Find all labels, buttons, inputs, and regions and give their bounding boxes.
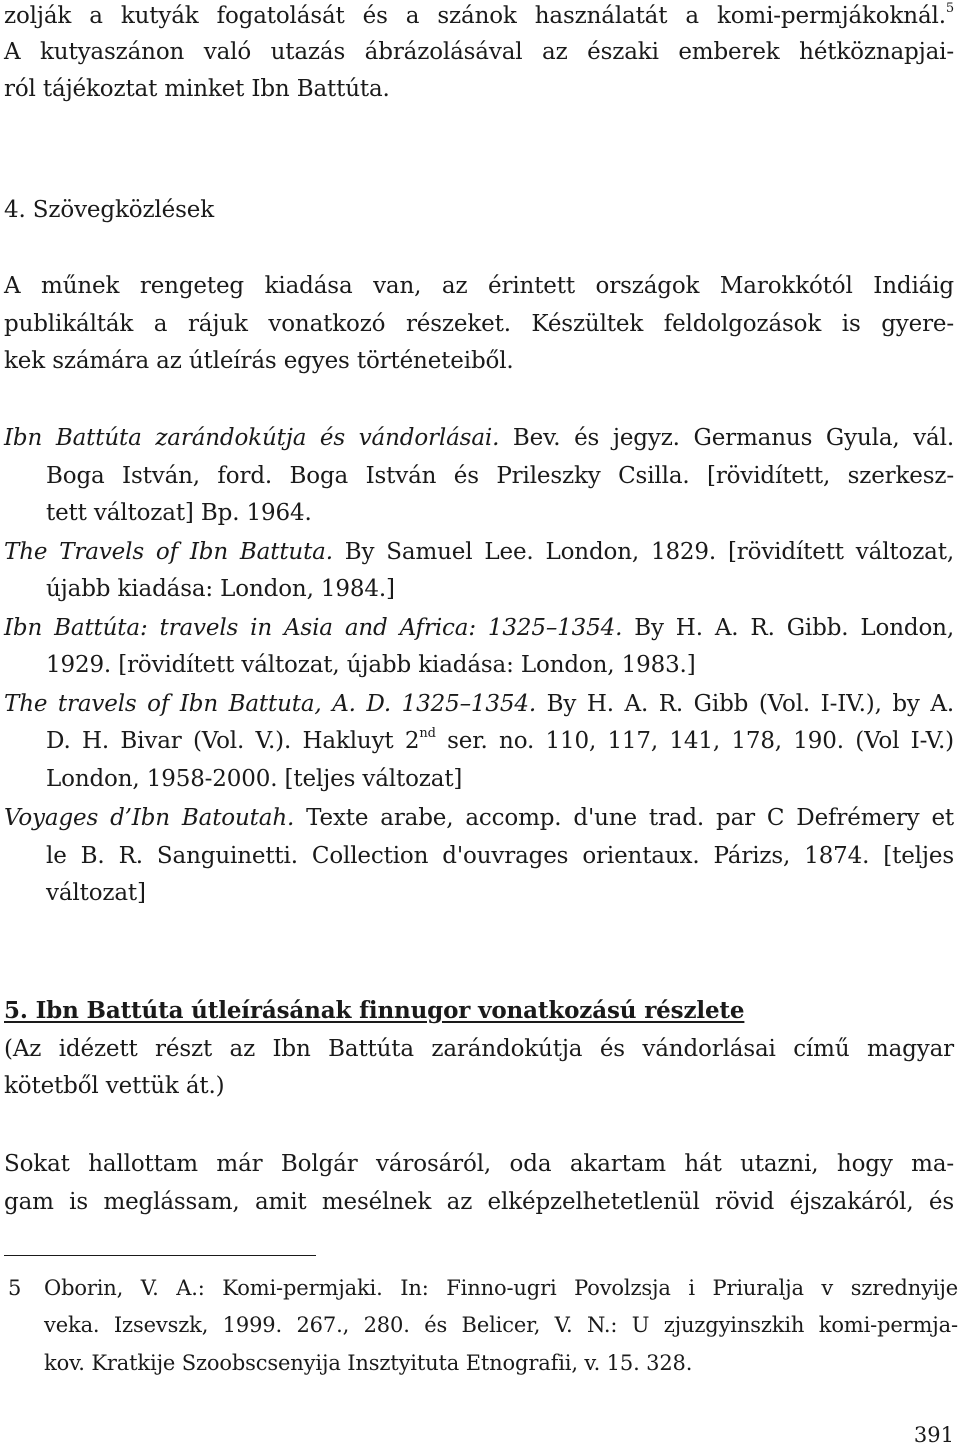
bib-entry-1-line-3: tett változat] Bp. 1964. <box>46 500 312 526</box>
bib-title: Voyages d’Ibn Batoutah. <box>4 805 295 831</box>
bib-entry-4-line-3: London, 1958-2000. [teljes változat] <box>46 766 463 792</box>
section-5-body-line-2: gam is meglássam, amit mesélnek az elképzelhetetlenül rövid éjszakáról, és <box>4 1189 954 1215</box>
intro-text: zolják a kutyák fogatolását és a szánok használatát a komi-permjákoknál. <box>4 3 946 29</box>
section-5-note-line-1: (Az idézett részt az Ibn Battúta zarándokútja és vándorlásai című magyar <box>4 1036 954 1062</box>
page-number: 391 <box>913 1423 954 1447</box>
footnote-number: 5 <box>8 1276 22 1300</box>
bib-entry-5-line-3: változat] <box>46 880 146 906</box>
bib-entry-2-line-2: újabb kiadása: London, 1984.] <box>46 576 395 602</box>
intro-line-2: A kutyaszánon való utazás ábrázolásával az északi emberek hétköznapjai- <box>4 39 954 65</box>
bib-entry-1: Ibn Battúta zarándokútja és vándorlásai. Bev. és jegyz. Germanus Gyula, vál. <box>4 425 954 451</box>
footnote-rule <box>4 1255 316 1256</box>
bib-title: The Travels of Ibn Battuta. <box>4 539 333 565</box>
bib-entry-3-line-2: 1929. [rövidített változat, újabb kiadása: London, 1983.] <box>46 652 696 678</box>
superscript: nd <box>419 726 436 741</box>
bib-entry-4: The travels of Ibn Battuta, A. D. 1325–1354. By H. A. R. Gibb (Vol. I-IV.), by A. <box>4 691 954 717</box>
section-4-heading: 4. Szövegközlések <box>4 197 214 223</box>
bib-title: Ibn Battúta: travels in Asia and Africa: 1325–1354. <box>4 615 623 641</box>
bib-entry-1-line-2: Boga István, ford. Boga István és Prileszky Csilla. [rövidített, szerkesz- <box>46 463 954 489</box>
intro-line-1 <box>4 0 954 32</box>
section-4-para-line-2: publikálták a rájuk vonatkozó részeket. Készültek feldolgozások is gyere- <box>4 311 954 337</box>
bib-title: Ibn Battúta zarándokútja és vándorlásai. <box>4 425 500 451</box>
footnote-line-3: kov. Kratkije Szoobscsenyija Insztyituta Etnografii, v. 15. 328. <box>44 1351 693 1375</box>
bib-title: The travels of Ibn Battuta, A. D. 1325–1354. <box>4 691 537 717</box>
footnote-line-1: Oborin, V. A.: Komi-permjaki. In: Finno-ugri Povolzsja i Priuralja v szrednyije <box>44 1276 958 1300</box>
intro-line-3: ról tájékoztat minket Ibn Battúta. <box>4 76 390 102</box>
section-5-heading: 5. Ibn Battúta útleírásának finnugor vonatkozású részlete <box>4 997 745 1024</box>
bib-entry-4-line-2: D. H. Bivar (Vol. V.). Hakluyt 2nd ser. no. 110, 117, 141, 178, 190. (Vol I-V.) <box>46 726 954 754</box>
bib-entry-5-line-2: le B. R. Sanguinetti. Collection d'ouvrages orientaux. Párizs, 1874. [teljes <box>46 843 954 869</box>
section-5-body-line-1: Sokat hallottam már Bolgár városáról, oda akartam hát utazni, hogy ma- <box>4 1151 954 1177</box>
bib-entry-5: Voyages d’Ibn Batoutah. Texte arabe, accomp. d'une trad. par C Defrémery et <box>4 805 954 831</box>
footnote-ref: 5 <box>945 1 954 16</box>
section-4-para-line-1: A műnek rengeteg kiadása van, az érintett országok Marokkótól Indiáig <box>4 273 954 299</box>
footnote-line-2: veka. Izsevszk, 1999. 267., 280. és Belicer, V. N.: U zjuzgyinszkih komi-permja- <box>44 1313 958 1337</box>
bib-entry-3: Ibn Battúta: travels in Asia and Africa: 1325–1354. By H. A. R. Gibb. London, <box>4 615 954 641</box>
section-4-para-line-3: kek számára az útleírás egyes történeteiből. <box>4 348 514 374</box>
section-5-note-line-2: kötetből vettük át.) <box>4 1073 225 1099</box>
bib-entry-2: The Travels of Ibn Battuta. By Samuel Lee. London, 1829. [rövidített változat, <box>4 539 954 565</box>
